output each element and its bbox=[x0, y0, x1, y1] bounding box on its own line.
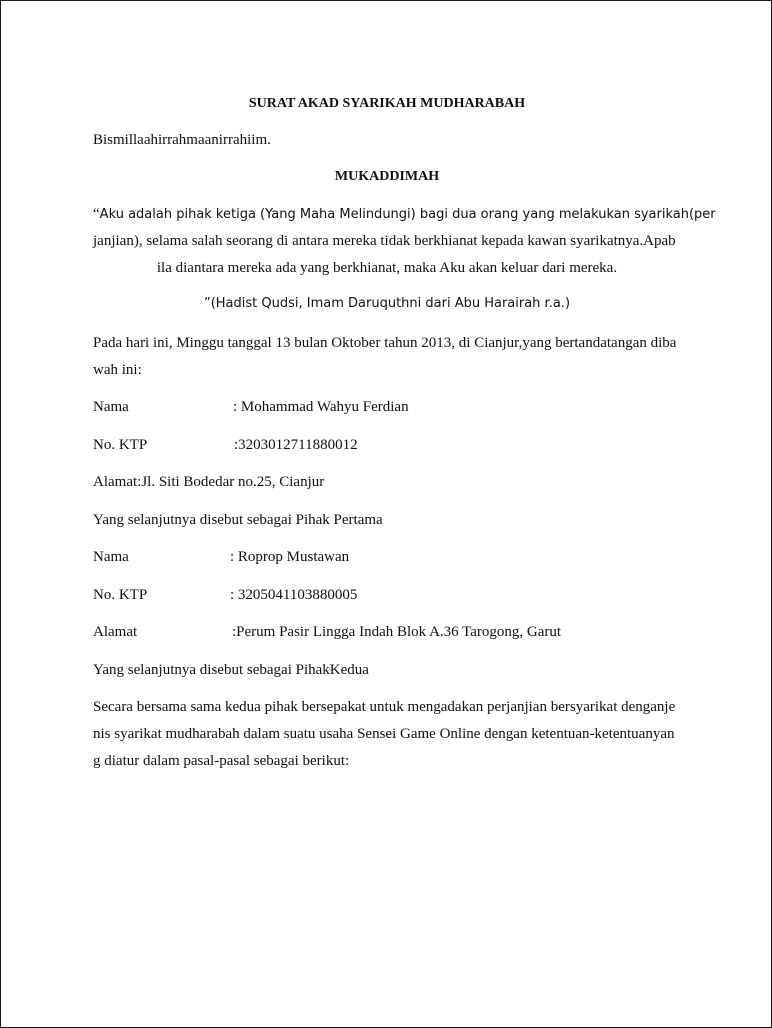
section-title: MUKADDIMAH bbox=[334, 169, 440, 184]
agreement-line-2: nis syarikat mudharabah dalam suatu usaha Sensei Game Online dengan ketentuan-ketentuanyan bbox=[93, 726, 675, 742]
party1-address: Alamat:Jl. Siti Bodedar no.25, Cianjur bbox=[93, 474, 325, 490]
intro-line-2: wah ini: bbox=[93, 362, 142, 378]
document-title: SURAT AKAD SYARIKAH MUDHARABAH bbox=[248, 96, 526, 111]
hadith-text-sans: Aku adalah pihak ketiga (Yang Maha Melindungi) bagi dua orang yang melakukan syarikah(per bbox=[99, 207, 716, 222]
party2-address-label: Alamat bbox=[93, 624, 138, 640]
agreement-line-1: Secara bersama sama kedua pihak bersepakat untuk mengadakan perjanjian bersyarikat denganje bbox=[93, 699, 676, 715]
party2-address-value: :Perum Pasir Lingga Indah Blok A.36 Tarogong, Garut bbox=[232, 624, 562, 640]
party1-name-label: Nama bbox=[93, 399, 129, 415]
hadith-line-2: janjian), selama salah seorang di antara mereka tidak berkhianat kepada kawan syarikatnya.Apab bbox=[93, 233, 676, 249]
hadith-quote-mark: “ bbox=[93, 206, 100, 222]
party2-name-value: : Roprop Mustawan bbox=[230, 549, 350, 565]
opening-phrase: Bismillaahirrahmaanirrahiim. bbox=[93, 132, 271, 148]
party1-ktp-label: No. KTP bbox=[93, 437, 148, 453]
party2-ktp-row bbox=[93, 586, 357, 604]
party2-address-row bbox=[93, 623, 561, 641]
party2-designation: Yang selanjutnya disebut sebagai PihakKedua bbox=[93, 662, 369, 678]
party1-name-row bbox=[93, 398, 409, 416]
party2-ktp-label: No. KTP bbox=[93, 587, 148, 603]
hadith-source: ”(Hadist Qudsi, Imam Daruquthni dari Abu Harairah r.a.) bbox=[203, 296, 571, 311]
party2-ktp-value: : 3205041103880005 bbox=[230, 587, 358, 603]
party2-name-label: Nama bbox=[93, 549, 129, 565]
party2-name-row bbox=[93, 548, 349, 566]
agreement-line-3: g diatur dalam pasal-pasal sebagai berikut: bbox=[93, 753, 350, 769]
party1-ktp-row bbox=[93, 436, 358, 454]
party1-name-value: : Mohammad Wahyu Ferdian bbox=[233, 399, 409, 415]
hadith-line-3: ila diantara mereka ada yang berkhianat, maka Aku akan keluar dari mereka. bbox=[156, 260, 618, 276]
party1-designation: Yang selanjutnya disebut sebagai Pihak Pertama bbox=[93, 512, 383, 528]
intro-line-1: Pada hari ini, Minggu tanggal 13 bulan Oktober tahun 2013, di Cianjur,yang bertandatangan diba bbox=[93, 335, 677, 351]
hadith-line-1 bbox=[93, 205, 716, 224]
party1-ktp-value: :3203012711880012 bbox=[234, 437, 358, 453]
